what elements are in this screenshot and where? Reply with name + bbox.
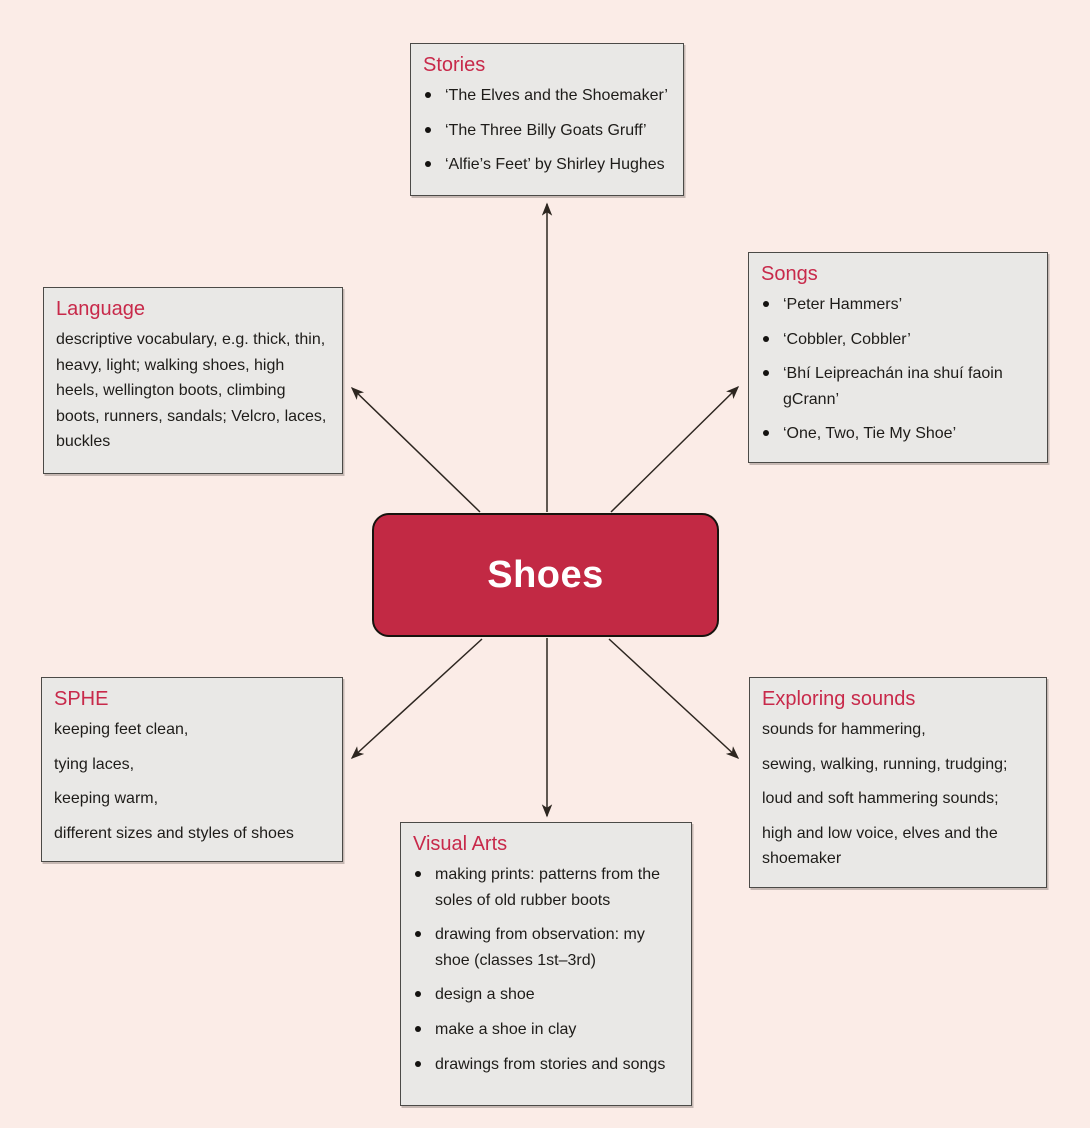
node-text: loud and soft hammering sounds; — [762, 790, 999, 808]
bullet-icon — [415, 991, 421, 997]
node-text: high and low voice, elves and the shoemaker — [762, 824, 998, 868]
bullet-icon — [425, 92, 431, 98]
node-title-exploring-sounds: Exploring sounds — [762, 688, 916, 710]
bullet-icon — [415, 1026, 421, 1032]
node-sphe — [41, 677, 343, 862]
bullet-icon — [415, 931, 421, 937]
node-language — [43, 287, 343, 474]
list-item — [425, 83, 671, 109]
list-item-text: making prints: patterns from the soles of old rubber boots — [435, 866, 660, 909]
node-text: keeping warm, — [54, 790, 159, 808]
arrow-to-songs — [611, 387, 738, 512]
bullet-icon — [763, 430, 769, 436]
node-title-stories: Stories — [423, 54, 486, 76]
bullet-icon — [415, 871, 421, 877]
list-item-text: ‘The Elves and the Shoemaker’ — [445, 87, 668, 104]
node-stories — [410, 43, 684, 196]
list-item-text: ‘One, Two, Tie My Shoe’ — [783, 425, 957, 443]
center-node-shoes — [372, 513, 719, 637]
node-text: sounds for hammering, — [762, 721, 926, 738]
bullet-icon — [763, 370, 769, 376]
list-item — [763, 327, 1035, 353]
arrow-to-language — [352, 388, 480, 512]
list-item-text: ‘Peter Hammers’ — [783, 296, 903, 313]
node-text: descriptive vocabulary, e.g. thick, thin, heavy, light; walking shoes, high heels, wellington boots, climbing boots, runners, sandals; Velcro, laces, buckles — [56, 331, 327, 451]
node-songs — [748, 252, 1048, 463]
node-text: different sizes and styles of shoes — [54, 824, 294, 842]
list-item — [763, 421, 1035, 447]
songs-list — [761, 292, 1035, 447]
list-item — [425, 152, 671, 178]
list-item-text: ‘Bhí Leipreachán ina shuí faoin gCrann’ — [783, 365, 1003, 408]
list-item — [763, 292, 1035, 318]
list-item-text: make a shoe in clay — [435, 1020, 577, 1038]
list-item — [425, 118, 671, 144]
bullet-icon — [763, 336, 769, 342]
node-text: keeping feet clean, — [54, 721, 189, 738]
list-item — [415, 1052, 679, 1078]
bullet-icon — [425, 127, 431, 133]
bullet-icon — [415, 1061, 421, 1067]
list-item-text: drawing from observation: my shoe (classes 1st–3rd) — [435, 926, 645, 969]
list-item-text: ‘The Three Billy Goats Gruff’ — [445, 121, 647, 139]
node-title-sphe: SPHE — [54, 688, 109, 710]
list-item — [415, 922, 679, 973]
node-exploring-sounds — [749, 677, 1047, 888]
list-item-text: design a shoe — [435, 986, 535, 1004]
node-text: tying laces, — [54, 755, 135, 773]
visual-arts-list — [413, 862, 679, 1077]
bullet-icon — [425, 161, 431, 167]
bullet-icon — [763, 301, 769, 307]
center-node-label: Shoes — [487, 553, 604, 596]
node-visual-arts — [400, 822, 692, 1106]
list-item — [415, 982, 679, 1008]
node-title-songs: Songs — [761, 263, 818, 285]
list-item — [415, 862, 679, 913]
arrow-to-exploring-sounds — [609, 639, 738, 758]
list-item — [763, 361, 1035, 412]
list-item-text: ‘Cobbler, Cobbler’ — [783, 330, 911, 348]
node-title-language: Language — [56, 298, 145, 320]
node-title-visual-arts: Visual Arts — [413, 833, 508, 855]
arrow-to-sphe — [352, 639, 482, 758]
list-item-text: ‘Alfie’s Feet’ by Shirley Hughes — [445, 156, 665, 174]
list-item-text: drawings from stories and songs — [435, 1055, 666, 1073]
stories-list — [423, 83, 671, 178]
list-item — [415, 1017, 679, 1043]
node-text: sewing, walking, running, trudging; — [762, 755, 1008, 773]
